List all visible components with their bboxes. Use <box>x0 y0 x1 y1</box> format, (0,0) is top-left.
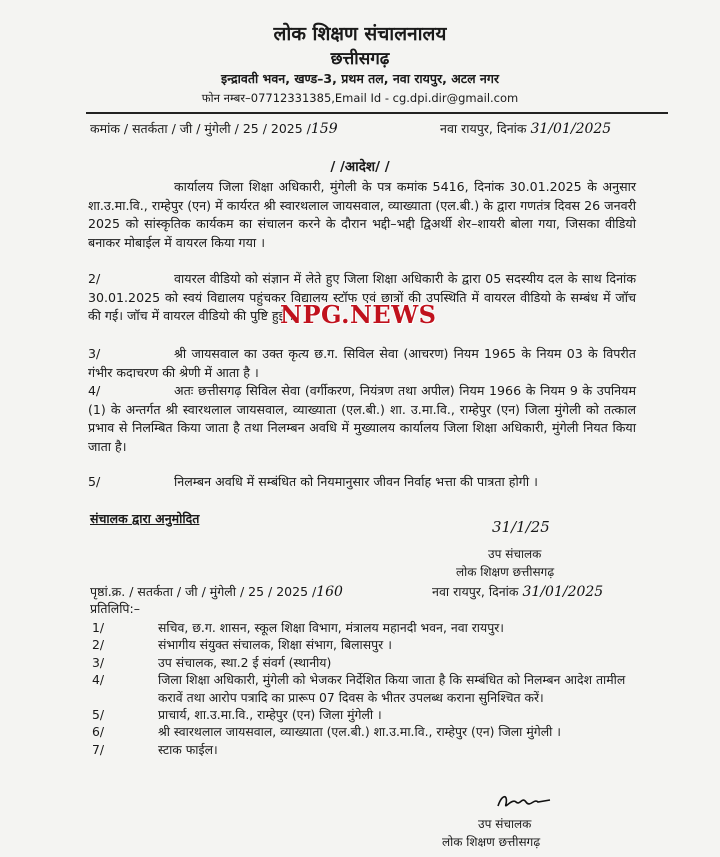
signatory-office-2: लोक शिक्षण छत्तीसगढ़ <box>442 835 541 849</box>
order-place-date: नवा रायपुर, दिनांक <box>440 121 527 136</box>
list-item <box>92 654 640 671</box>
contact-line: फोन नम्बर–07712331385,Email Id - cg.dpi.dir@gmail.com <box>201 91 519 105</box>
office-address: इन्द्रावती भवन, खण्ड–3, प्रथम तल, नवा रायपुर, अटल नगर <box>221 71 499 86</box>
endorsement-date <box>432 583 603 600</box>
order-number <box>90 120 338 137</box>
signature-mark: 31/1/25 <box>492 518 550 536</box>
paragraph-4 <box>88 382 636 456</box>
paragraph-number: 2/ <box>88 271 101 286</box>
list-item-number: 2/ <box>92 637 105 653</box>
list-item <box>92 619 640 636</box>
order-date <box>440 120 611 137</box>
signature-scribble <box>494 790 554 814</box>
list-item <box>92 741 640 758</box>
list-item-number: 1/ <box>92 620 105 635</box>
order-number-handwritten: 159 <box>310 121 338 137</box>
list-item-number: 4/ <box>92 672 105 688</box>
order-date-handwritten: 31/01/2025 <box>530 121 612 137</box>
list-item-text: जिला शिक्षा अधिकारी, मुंगेली को भेजकर निर्देशित किया जाता है कि सम्बंधित को निलम्बन आदेश तामील करावें तथा आरोप पत्रादि का प्रारूप 07 दिवस के भीतर उपलब्ध कराना सुनिश्चित करें। <box>158 672 626 705</box>
list-item-text: संभागीय संयुक्त संचालक, शिक्षा संभाग, बिलासपुर । <box>158 637 392 653</box>
endorsement-date-handwritten: 31/01/2025 <box>522 584 604 600</box>
paragraph-text: निलम्बन अवधि में सम्बंधित को नियमानुसार जीवन निर्वाह भत्ता की पात्रता होगी । <box>174 474 538 489</box>
paragraph-number: 5/ <box>88 474 101 489</box>
approval-text: संचालक द्वारा अनुमोदित <box>90 511 200 526</box>
list-item <box>92 671 640 706</box>
paragraph-text: श्री जायसवाल का उक्त कृत्य छ.ग. सिविल सेवा (आचरण) नियम 1965 के नियम 03 के विपरीत गंभीर कदाचरण की श्रेणी में आता है । <box>88 346 636 380</box>
signatory-office: लोक शिक्षण छत्तीसगढ़ <box>456 565 555 579</box>
state-name: छत्तीसगढ़ <box>330 49 390 69</box>
header-divider <box>86 112 668 114</box>
paragraph-text: कार्यालय जिला शिक्षा अधिकारी, मुंगेली के पत्र कमांक 5416, दिनांक 30.01.2025 के अनुसार शा.उ.मा.वि., राम्हेपुर (एन) में कार्यरत श्री स्वारथलाल जायसवाल, व्याख्याता (एल.बी.) के द्वारा गणतंत्र दिवस 26 जनवरी 2025 को सांस्कृतिक कार्यकम का संचालन करने के दौरान भद्दी–भद्दी द्विअर्थी शेर–शायरी बोला गया, जिसका वीडियो बनाकर मोबाईल में वायरल किया गया । <box>88 179 636 250</box>
paragraph-number: 3/ <box>88 346 101 361</box>
paragraph-text: अतः छत्तीसगढ़ सिविल सेवा (वर्गीकरण, नियंत्रण तथा अपील) नियम 1966 के नियम 9 के उपनियम (1) के अन्तर्गत श्री स्वारथलाल जायसवाल, व्याख्याता (एल.बी.) शा. उ.मा.वि., राम्हेपुर (एन) जिला मुंगेली को तत्काल प्रभाव से निलम्बित किया जाता है तथा निलम्बन अवधि में मुख्यालय कार्यालय जिला शिक्षा अधिकारी, मुंगेली नियत किया जाता है। <box>88 383 636 454</box>
copy-list <box>92 619 640 758</box>
list-item <box>92 723 640 740</box>
paragraph-5 <box>88 473 636 492</box>
order-title: / /आदेश/ / <box>330 159 390 175</box>
endorsement-number-handwritten: 160 <box>316 584 343 600</box>
org-name: लोक शिक्षण संचालनालय <box>273 23 447 45</box>
list-item-number: 7/ <box>92 741 105 757</box>
paragraph-1 <box>88 178 636 252</box>
paragraph-number: 4/ <box>88 383 101 398</box>
approval-note <box>90 510 199 527</box>
paragraph-text: वायरल वीडियो को संज्ञान में लेते हुए जिला शिक्षा अधिकारी के द्वारा 05 सदस्यीय दल के साथ दिनांक 30.01.2025 को स्वयं विद्यालय पहुंचकर विद्यालय स्टॉफ एवं छात्रों की उपस्थिति में वायरल वीडियो के सम्बंध में जॉच की गई। जॉच में वायरल वीडियो की पुष्टि हुई । <box>88 271 636 324</box>
endorsement-number <box>90 583 343 600</box>
watermark: NPG.NEWS <box>280 300 437 329</box>
list-item <box>92 636 640 653</box>
list-item-text: स्टाक फाईल। <box>158 741 218 757</box>
order-number-text: कमांक / सतर्कता / जी / मुंगेली / 25 / 2025 / <box>90 121 311 136</box>
list-item-text: श्री स्वारथलाल जायसवाल, व्याख्याता (एल.बी.) शा.उ.मा.वि., राम्हेपुर (एन) जिला मुंगेली । <box>158 724 561 740</box>
list-item-number: 3/ <box>92 654 105 670</box>
list-item-text: उप संचालक, स्था.2 ई संवर्ग (स्थानीय) <box>158 654 332 670</box>
list-item-text: सचिव, छ.ग. शासन, स्कूल शिक्षा विभाग, मंत्रालय महानदी भवन, नवा रायपुर। <box>158 620 504 635</box>
signatory-designation-2: उप संचालक <box>478 817 532 831</box>
paragraph-3 <box>88 345 636 382</box>
list-item <box>92 706 640 723</box>
endorsement-place-date: नवा रायपुर, दिनांक <box>432 584 519 599</box>
list-item-text: प्राचार्य, शा.उ.मा.वि., राम्हेपुर (एन) जिला मुंगेली । <box>158 707 382 723</box>
copy-heading: प्रतिलिपि:– <box>90 601 140 616</box>
endorsement-number-text: पृष्ठां.क्र. / सतर्कता / जी / मुंगेली / 25 / 2025 / <box>90 584 317 599</box>
signatory-designation: उप संचालक <box>488 547 542 561</box>
list-item-number: 5/ <box>92 707 105 723</box>
list-item-number: 6/ <box>92 724 105 740</box>
